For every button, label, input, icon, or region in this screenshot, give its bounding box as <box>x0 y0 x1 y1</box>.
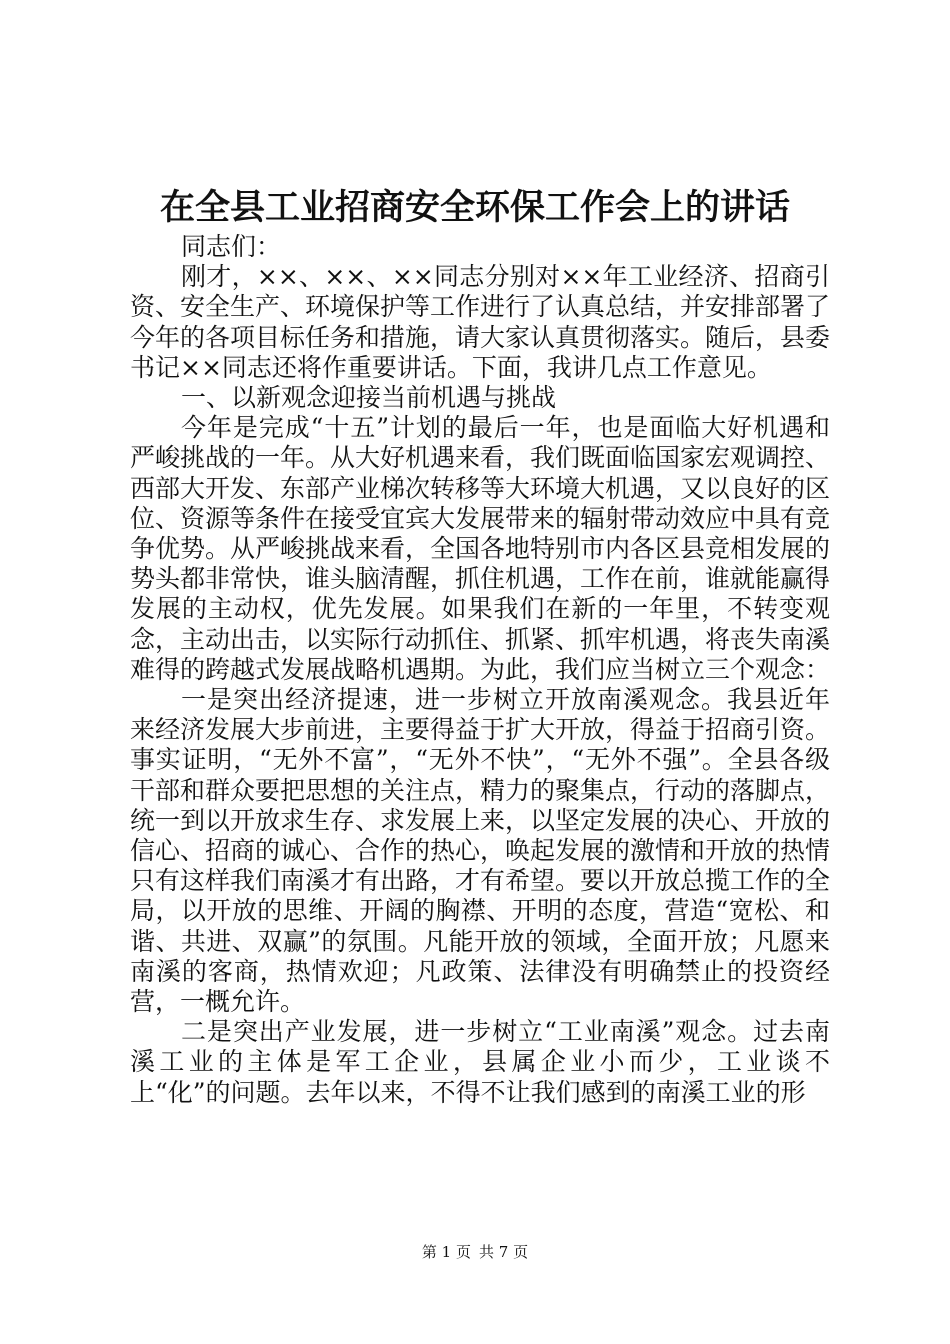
document-body <box>130 232 830 1108</box>
body-paragraph: 刚才，××、××、××同志分别对××年工业经济、招商引资、安全生产、环境保护等工作进行了认真总结，并安排部署了今年的各项目标任务和措施，请大家认真贯彻落实。随后，县委书记××同志还将作重要讲话。下面，我讲几点工作意见。 <box>130 262 831 382</box>
body-paragraph: 一是突出经济提速，进一步树立开放南溪观念。我县近年来经济发展大步前进，主要得益于扩大开放，得益于招商引资。事实证明，“无外不富”，“无外不快”，“无外不强”。全县各级干部和群众要把思想的关注点，精力的聚集点，行动的落脚点，统一到以开放求生存、求发展上来，以坚定发展的决心、开放的信心、招商的诚心、合作的热心，唤起发展的激情和开放的热情只有这样我们南溪才有出路，才有希望。要以开放总揽工作的全局，以开放的思维、开阔的胸襟、开明的态度，营造“宽松、和谐、共进、双赢”的氛围。凡能开放的领域，全面开放；凡愿来南溪的客商，热情欢迎；凡政策、法律没有明确禁止的投资经营，一概允许。 <box>130 685 831 1017</box>
page-footer <box>0 1241 950 1263</box>
body-paragraph: 今年是完成“十五”计划的最后一年，也是面临大好机遇和严峻挑战的一年。从大好机遇来看，我们既面临国家宏观调控、西部大开发、东部产业梯次转移等大环境大机遇，又以良好的区位、资源等条件在接受宜宾大发展带来的辐射带动效应中具有竞争优势。从严峻挑战来看，全国各地特别市内各区县竞相发展的势头都非常快，谁头脑清醒，抓住机遇，工作在前，谁就能赢得发展的主动权，优先发展。如果我们在新的一年里，不转变观念，主动出击，以实际行动抓住、抓紧、抓牢机遇，将丧失南溪难得的跨越式发展战略机遇期。为此，我们应当树立三个观念： <box>130 413 831 684</box>
salutation: 同志们： <box>181 232 282 261</box>
body-paragraph: 二是突出产业发展，进一步树立“工业南溪”观念。过去南溪工业的主体是军工企业，县属企业小而少，工业谈不上“化”的问题。去年以来，不得不让我们感到的南溪工业的形 <box>130 1017 830 1107</box>
document-title: 在全县工业招商安全环保工作会上的讲话 <box>159 187 790 228</box>
section-heading: 一、以新观念迎接当前机遇与挑战 <box>181 383 557 413</box>
page-number: 第 1 页 <box>421 1243 471 1261</box>
page-total: 共 7 页 <box>479 1243 529 1261</box>
